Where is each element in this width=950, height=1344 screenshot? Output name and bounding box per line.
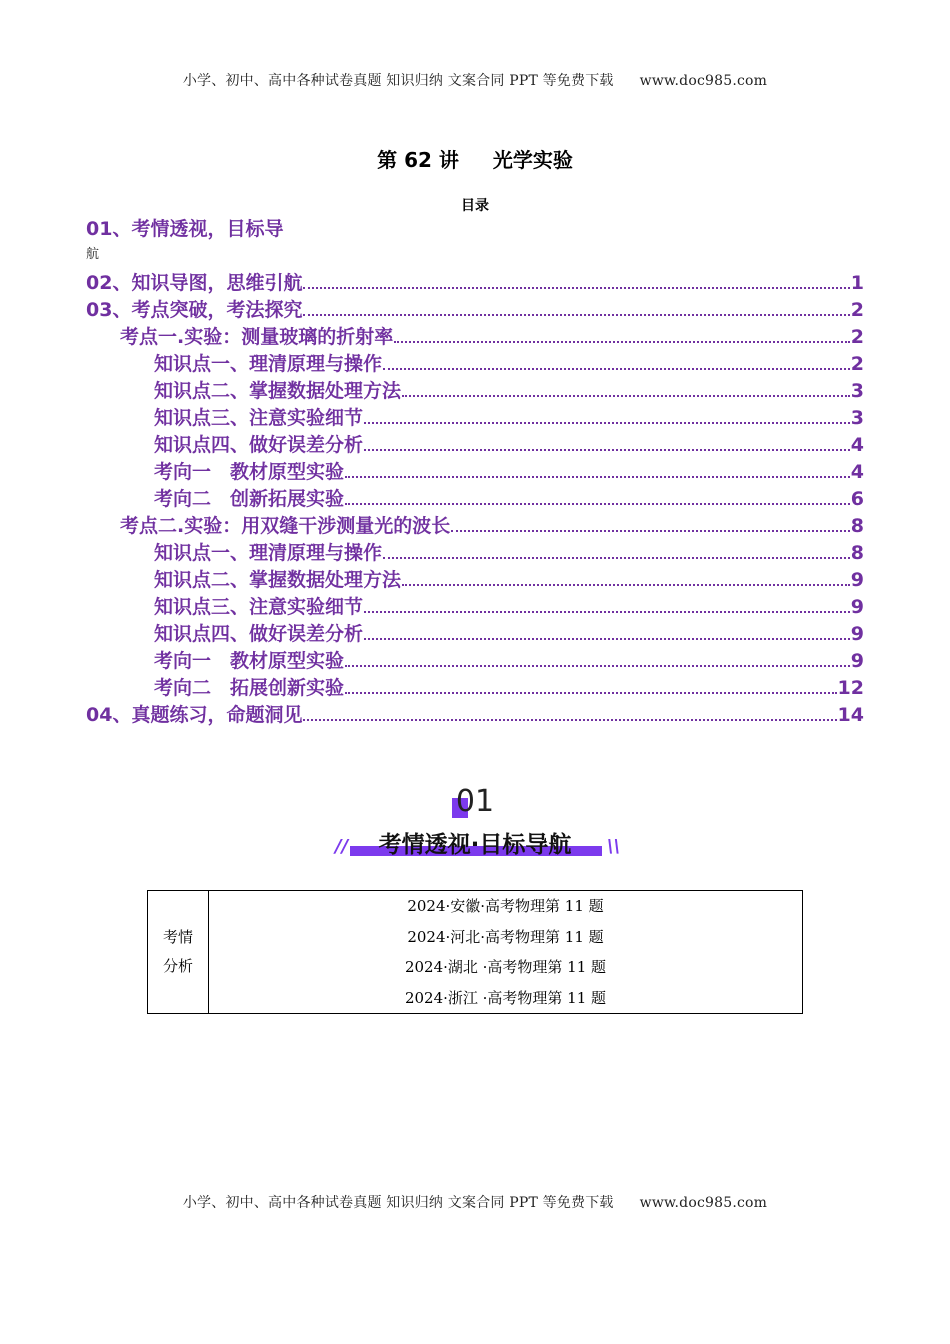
- toc-entry[interactable]: [86, 486, 864, 513]
- toc-entry[interactable]: [86, 459, 864, 486]
- toc-entry-page: 8: [850, 515, 864, 537]
- toc-entry-page: 3: [850, 380, 864, 402]
- toc-entry-first[interactable]: 01、考情透视，目标导: [86, 218, 284, 240]
- analysis-item: 2024·安徽·高考物理第 11 题: [407, 897, 604, 915]
- toc-entry-label: 知识点四、做好误差分析: [154, 434, 364, 456]
- toc-entry-page: 2: [850, 353, 864, 375]
- toc-entry-page: 4: [850, 434, 864, 456]
- analysis-label-line2: 分析: [162, 957, 193, 975]
- toc-leader-dots: [364, 414, 850, 424]
- toc-leader-dots: [345, 657, 850, 667]
- toc-entry-label: 知识点三、注意实验细节: [154, 596, 364, 618]
- toc-entry-label: 知识点四、做好误差分析: [154, 623, 364, 645]
- toc-entry-label: 02、知识导图，思维引航: [86, 272, 303, 294]
- toc-entry-page: 9: [850, 650, 864, 672]
- toc-entry-page: 2: [850, 299, 864, 321]
- section-number: 01: [455, 784, 495, 819]
- toc-leader-dots: [402, 387, 850, 397]
- toc-entry-label: 知识点三、注意实验细节: [154, 407, 364, 429]
- header-text: 小学、初中、高中各种试卷真题 知识归纳 文案合同 PPT 等免费下载: [182, 73, 614, 89]
- toc-leader-dots: [303, 711, 836, 721]
- toc-entry-label: 03、考点突破，考法探究: [86, 299, 303, 321]
- toc-entry-label: 考向一 教材原型实验: [154, 650, 345, 672]
- analysis-label-cell: [148, 891, 209, 1013]
- toc-leader-dots: [303, 306, 849, 316]
- toc-entry-label: 考点一.实验：测量玻璃的折射率: [120, 326, 394, 348]
- toc-leader-dots: [303, 279, 849, 289]
- toc-entry[interactable]: [86, 648, 864, 675]
- toc-leader-dots: [345, 495, 850, 505]
- toc-leader-dots: [364, 603, 850, 613]
- toc-leader-dots: [345, 468, 850, 478]
- banner-slash-left: //: [335, 836, 349, 857]
- header-url[interactable]: www.doc985.com: [639, 73, 768, 89]
- toc-entry[interactable]: [86, 351, 864, 378]
- toc-entry[interactable]: [86, 270, 864, 297]
- toc-entry-page: 8: [850, 542, 864, 564]
- toc-leader-dots: [364, 441, 850, 451]
- toc-entry-page: 14: [837, 704, 864, 726]
- toc-leader-dots: [451, 522, 850, 532]
- toc-entry-page: 6: [850, 488, 864, 510]
- toc-entry[interactable]: [86, 405, 864, 432]
- toc-entry-page: 12: [837, 677, 864, 699]
- toc-leader-dots: [394, 333, 850, 343]
- toc-leader-dots: [402, 576, 850, 586]
- toc-leader-dots: [364, 630, 850, 640]
- lecture-topic: 光学实验: [492, 148, 573, 172]
- toc-entry[interactable]: [86, 702, 864, 729]
- toc-entry[interactable]: [86, 675, 864, 702]
- table-of-contents: [86, 270, 864, 729]
- section-banner-title: 考情透视·目标导航: [378, 832, 572, 858]
- toc-leader-dots: [345, 684, 837, 694]
- toc-entry[interactable]: [86, 297, 864, 324]
- toc-entry[interactable]: [86, 567, 864, 594]
- toc-entry-page: 4: [850, 461, 864, 483]
- analysis-items-cell: [209, 891, 802, 1013]
- section-banner-number: [0, 784, 950, 819]
- toc-entry-page: 1: [850, 272, 864, 294]
- analysis-item: 2024·河北·高考物理第 11 题: [407, 927, 604, 946]
- analysis-table: [147, 890, 803, 1014]
- toc-entry-page: 3: [850, 407, 864, 429]
- toc-entry-label: 考向二 创新拓展实验: [154, 488, 345, 510]
- toc-entry-label: 04、真题练习，命题洞见: [86, 704, 303, 726]
- toc-entry[interactable]: [86, 513, 864, 540]
- toc-leader-dots: [383, 549, 850, 559]
- footer-text: 小学、初中、高中各种试卷真题 知识归纳 文案合同 PPT 等免费下载: [182, 1195, 614, 1211]
- toc-entry-label: 知识点一、理清原理与操作: [154, 542, 383, 564]
- toc-heading: 目录: [461, 198, 489, 214]
- toc-entry-first-wrap: 航: [86, 247, 100, 262]
- page-header: [0, 70, 950, 90]
- toc-entry-page: 9: [850, 623, 864, 645]
- toc-entry[interactable]: [86, 621, 864, 648]
- banner-slash-right: \\: [607, 836, 621, 857]
- footer-url[interactable]: www.doc985.com: [639, 1195, 768, 1211]
- toc-entry-label: 考点二.实验：用双缝干涉测量光的波长: [120, 515, 451, 537]
- analysis-item: 2024·湖北 ·高考物理第 11 题: [404, 958, 607, 976]
- toc-leader-dots: [383, 360, 850, 370]
- analysis-label-line1: 考情: [162, 928, 193, 946]
- toc-entry[interactable]: [86, 378, 864, 405]
- toc-entry-page: 2: [850, 326, 864, 348]
- toc-entry-label: 考向二 拓展创新实验: [154, 677, 345, 699]
- toc-entry[interactable]: [86, 324, 864, 351]
- toc-entry-label: 知识点二、掌握数据处理方法: [154, 569, 402, 591]
- analysis-item: 2024·浙江 ·高考物理第 11 题: [404, 988, 607, 1007]
- toc-entry-label: 知识点二、掌握数据处理方法: [154, 380, 402, 402]
- toc-entry[interactable]: [86, 432, 864, 459]
- toc-entry-label: 知识点一、理清原理与操作: [154, 353, 383, 375]
- page-title: [0, 144, 950, 173]
- toc-entry-label: 考向一 教材原型实验: [154, 461, 345, 483]
- toc-entry-page: 9: [850, 569, 864, 591]
- page-footer: [0, 1192, 950, 1212]
- toc-entry[interactable]: [86, 594, 864, 621]
- lecture-number: 第 62 讲: [377, 148, 459, 172]
- toc-entry[interactable]: [86, 540, 864, 567]
- toc-entry-page: 9: [850, 596, 864, 618]
